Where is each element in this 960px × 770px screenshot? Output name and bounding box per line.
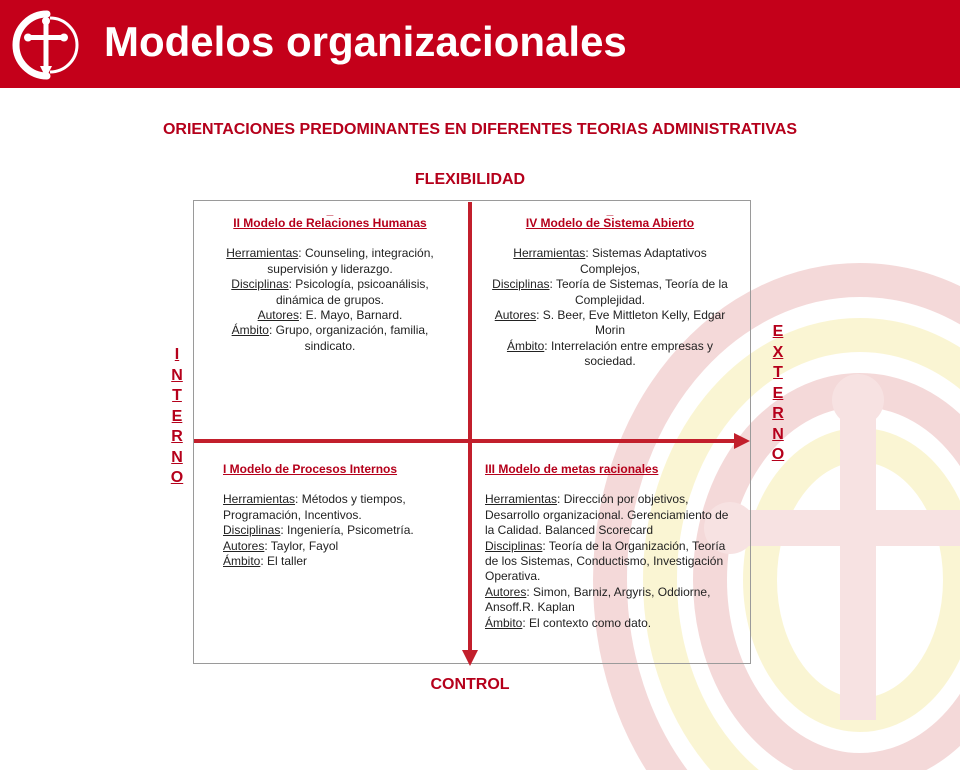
axis-label-externo [768,322,788,466]
externo-letter: T [773,364,783,381]
page-title: Modelos organizacionales [104,18,627,65]
disciplinas-line [485,539,735,585]
ambito-text: : Grupo, organización, familia, sindicato. [268,323,429,353]
interno-letter: O [170,469,184,486]
herramientas-line [210,246,450,277]
autores-label: Autores [257,308,299,323]
quadrant-sistema-abierto [485,203,735,370]
disciplinas-line [210,277,450,308]
disciplinas-text: : Teoría de Sistemas, Teoría de la Complejidad. [549,277,728,307]
ambito-text: : El contexto como dato. [522,615,652,630]
disciplinas-text: : Psicología, psicoanálisis, dinámica de grupos. [275,277,429,307]
autores-line [223,539,463,554]
autores-label: Autores [223,538,265,553]
axis-label-interno [167,345,187,489]
ambito-line [223,554,463,569]
tick-mark: _ [326,203,334,217]
externo-letter: O [771,446,785,463]
ambito-text: : El taller [260,554,308,569]
axis-label-control: CONTROL [430,676,510,693]
autores-label: Autores [494,308,537,323]
externo-letter: X [772,343,784,361]
autores-text: : E. Mayo, Barnard. [298,308,403,323]
axis-label-flexibilidad: FLEXIBILIDAD [414,171,526,188]
externo-letter: N [772,425,784,443]
herramientas-text: : Dirección por objetivos, Desarrollo organizacional. Gerenciamiento de la Calidad. Balanced Scorecard [485,492,729,538]
disciplinas-text: : Ingeniería, Psicometría. [280,523,414,538]
interno-letter: R [171,428,183,445]
externo-letter: E [772,323,784,340]
ambito-label: Ámbito [485,615,523,630]
quadrant-title: I Modelo de Procesos Internos [223,462,398,476]
autores-text: : S. Beer, Eve Mittleton Kelly, Edgar Morin [536,308,726,338]
autores-line [485,585,735,616]
quadrant-title: II Modelo de Relaciones Humanas [233,216,427,230]
ambito-text: : Interrelación entre empresas y sociedad. [544,338,714,369]
autores-label: Autores [485,584,527,599]
cross-in-circle-icon [10,8,84,82]
ambito-label: Ámbito [506,338,545,353]
header-bar [0,0,960,88]
interno-letter: I [174,346,180,363]
externo-letter: R [772,405,784,422]
quadrant-procesos-internos [223,462,463,569]
herramientas-label: Herramientas [223,492,296,507]
herramientas-line [485,492,735,538]
quadrant-metas-racionales [485,462,735,631]
interno-letter: T [172,387,182,404]
quadrant-relaciones-humanas [210,203,450,354]
ambito-line [210,323,450,354]
disciplinas-label: Disciplinas [485,538,543,553]
autores-line [210,308,450,323]
interno-letter: E [171,407,183,425]
ambito-label: Ámbito [231,323,269,338]
externo-letter: E [772,384,784,402]
quadrant-title: IV Modelo de Sistema Abierto [525,216,695,230]
herramientas-label: Herramientas [513,246,586,261]
herramientas-text: : Métodos y tiempos, Programación, Incentivos. [223,492,406,522]
autores-text: : Taylor, Fayol [264,538,339,553]
diagram-subtitle: ORIENTACIONES PREDOMINANTES EN DIFERENTES TEORIAS ADMINISTRATIVAS [162,121,798,138]
disciplinas-line [485,277,735,308]
herramientas-label: Herramientas [485,492,558,507]
herramientas-label: Herramientas [226,246,299,261]
herramientas-text: : Sistemas Adaptativos Complejos, [579,246,707,276]
herramientas-line [223,492,463,523]
disciplinas-label: Disciplinas [223,523,281,538]
herramientas-line [485,246,735,277]
autores-text: : Simon, Barniz, Argyris, Oddiorne, Ansoff.R. Kaplan [485,584,711,615]
disciplinas-text: : Teoría de la Organización, Teoría de los Sistemas, Conductismo, Investigación Operativa. [485,538,726,584]
autores-line [485,308,735,339]
disciplinas-line [223,523,463,538]
interno-letter: N [171,366,183,384]
ambito-line [485,339,735,370]
disciplinas-label: Disciplinas [231,277,289,292]
interno-letter: N [171,448,183,466]
disciplinas-label: Disciplinas [492,277,550,292]
tick-mark: _ [606,203,614,217]
herramientas-text: : Counseling, integración, supervisión y liderazgo. [267,246,434,276]
ambito-line [485,616,735,631]
quadrant-title: III Modelo de metas racionales [485,462,659,476]
ambito-label: Ámbito [223,554,261,569]
